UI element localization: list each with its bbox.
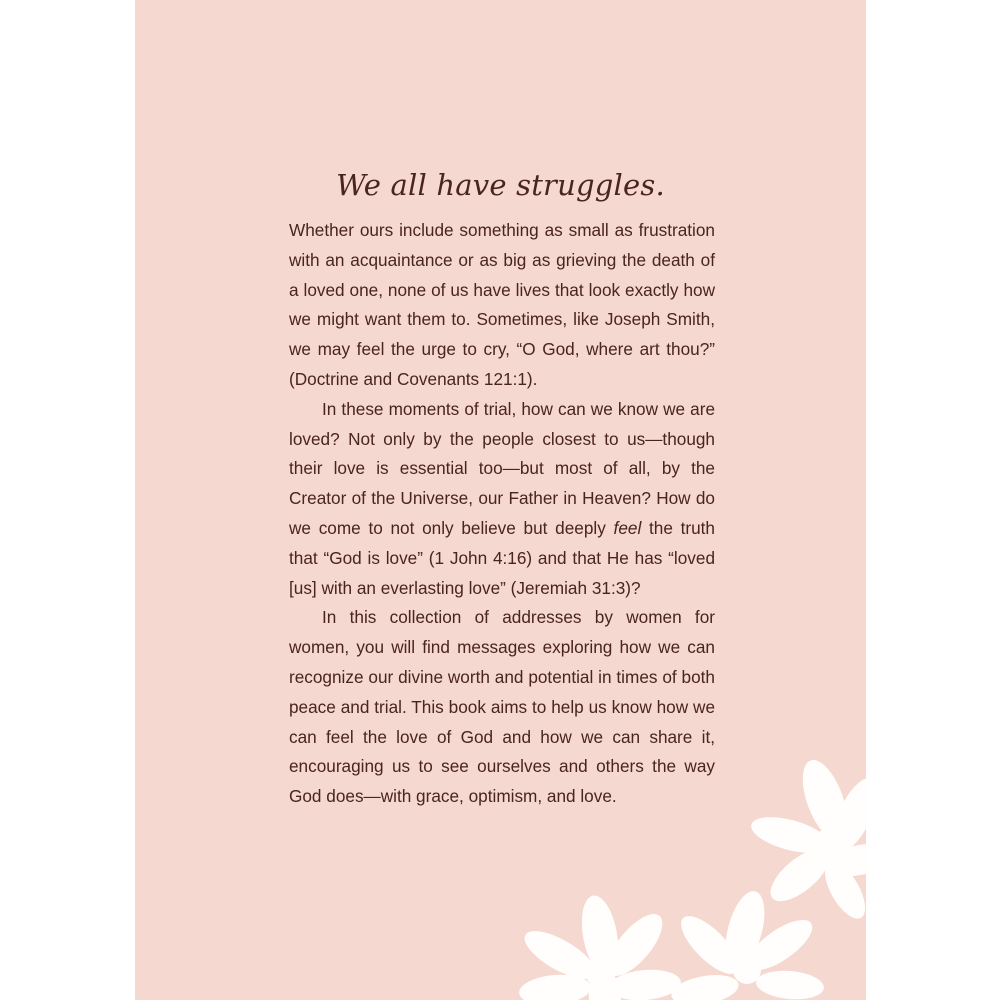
paragraph-1: Whether ours include something as small as frustration with an acquaintance or as big as grieving the death of a loved one, none of us have lives that look exactly how we might want them to. Sometimes, like Joseph Smith, we may feel the urge to cry, “O God, where art thou?” (Doctrine and Covenants 121:1).: [289, 220, 715, 389]
paragraph-2-end: the truth that “God is love” (1 John 4:16) and that He has “loved [us] with an everlasting love” (Jeremiah 31:3)?: [289, 517, 715, 598]
flower-right-icon: [747, 754, 866, 924]
paragraph-2: [289, 395, 715, 604]
paragraph-2-start: In these moments of trial, how can we know we are loved? Not only by the people closest to us—though their love is essential too—but most of all, by the Creator of the Universe, our Father in Heaven? How do we come to not only believe but deeply: [289, 398, 715, 538]
paragraph-2-emphasis: feel: [613, 517, 642, 538]
flower-bottom-right-icon: [669, 887, 825, 1000]
book-page: [135, 0, 866, 1000]
body-text: [289, 216, 715, 812]
flower-bottom-left-icon: [518, 893, 682, 1000]
paragraph-3: In this collection of addresses by women for women, you will find messages exploring how we can recognize our divine worth and potential in times of both peace and trial. This book aims to help us know how we can feel the love of God and how we can share it, encouraging us to see ourselves and others the way God does—with grace, optimism, and love.: [289, 607, 715, 807]
page-heading: We all have struggles.: [336, 168, 665, 202]
